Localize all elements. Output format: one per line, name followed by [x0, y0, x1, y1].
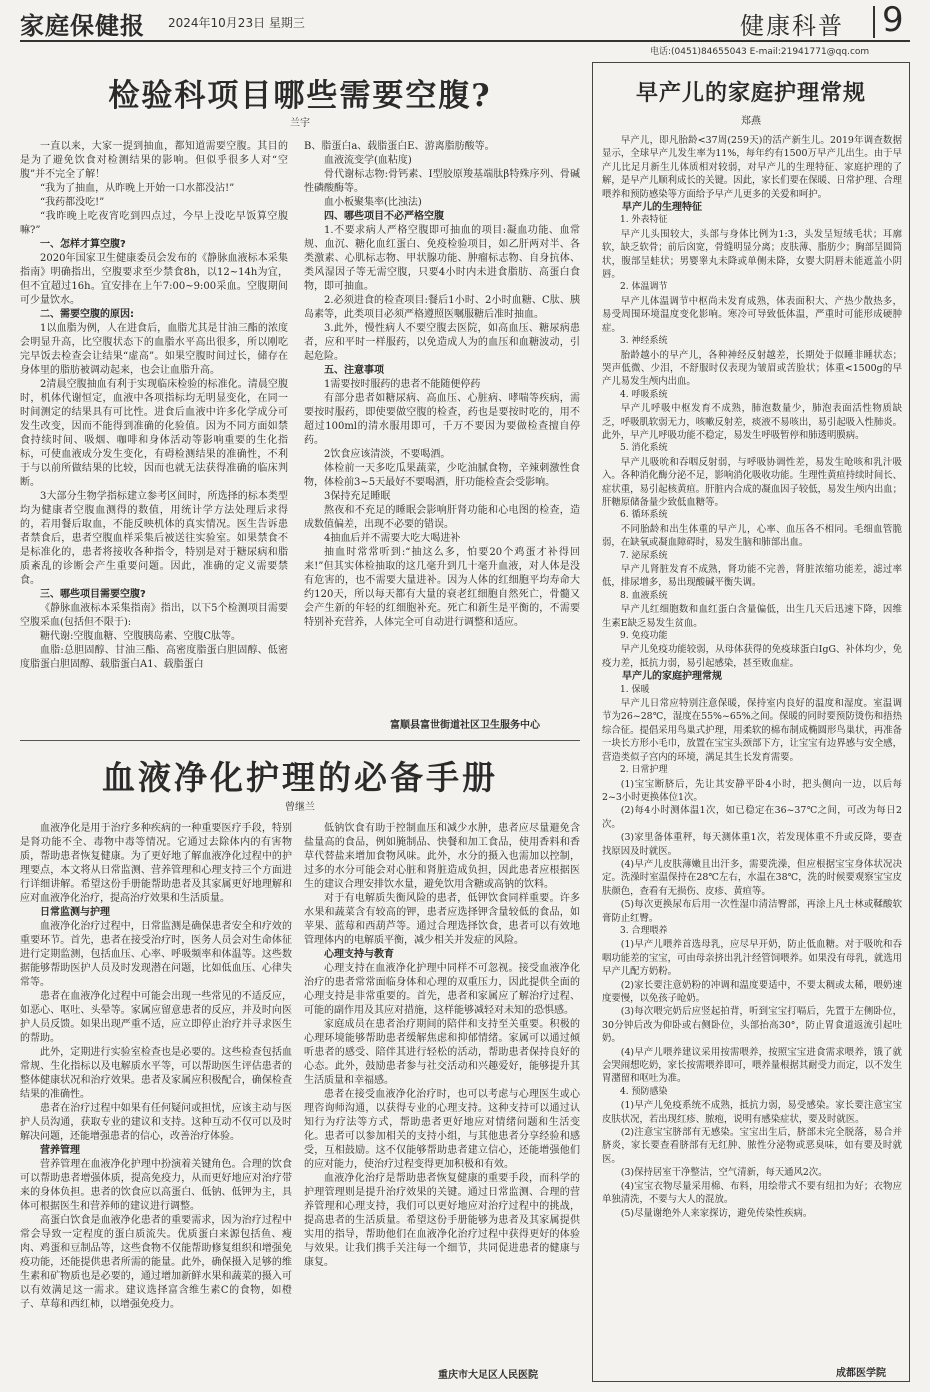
- paragraph: “我为了抽血，从昨晚上开始一口水都没沾!”: [40, 183, 235, 194]
- section-heading: 早产儿的生理特征: [622, 202, 702, 214]
- paragraph: “我药都没吃!”: [40, 197, 105, 208]
- paragraph: 高蛋白饮食是血液净化患者的重要需求，因为治疗过程中常会导致一定程度的蛋白质流失。优质蛋白来源包括鱼、瘦肉、鸡蛋和豆制品等，这些食物不仅能帮助修复组织和增强免疫功能，还能提供患者所需的能量。此外，确保摄入足够的维生素和矿物质也是必要的，通过增加新鲜水果和蔬菜的摄入可以有效满足这一需求。建议选择富含维生素C的食物，如橙子、草莓和西红柿，以增强免疫力。: [20, 1215, 292, 1310]
- paragraph: B、脂蛋白a、载脂蛋白E、游离脂肪酸等。: [304, 141, 495, 152]
- paragraph: 心理支持在血液净化护理中同样不可忽视。接受血液净化治疗的患者常常面临身体和心理的双重压力，因此提供全面的心理支持是非常重要的。首先，患者和家属应了解治疗过程、可能的副作用及其应对措施，这样能够减轻对未知的恐惧感。: [304, 963, 580, 1016]
- paragraph: 3保持充足睡眠: [324, 491, 391, 502]
- paragraph: 早产儿体温调节中枢尚未发育成熟，体表面积大、产热少散热多，易受周围环境温度变化影响。寒冷可导致低体温，严重时可能形成硬肿症。: [602, 295, 902, 334]
- paragraph: 《静脉血液标本采集指南》指出，以下5个检测项目需要空腹采血(包括但不限于):: [20, 603, 288, 628]
- article2-column-2: [304, 822, 580, 1362]
- paragraph: 3大部分生物学指标建立参考区间时，所选择的标本类型均为健康者空腹血测得的数值，用统计学方法处理后求得的，若用餐后取血，不能反映机体的真实情况。医生告诉患者禁食后，患者空腹血样采集后被送往实验室。如果禁食不是标准化的，患者将接收各种指令，特别是对于糖尿病和脂质紊乱的诊断会产生重要问题。因此，准确的定义需要禁食。: [20, 491, 288, 586]
- sub-heading: 2. 体温调节: [620, 282, 668, 293]
- paragraph: 血液净化是用于治疗多种疾病的一种重要医疗手段，特别是肾功能不全、毒物中毒等情况。它通过去除体内的有害物质，帮助患者恢复健康。为了更好地了解血液净化过程中的护理要点，本文将从日常监测、营养管理和心理支持三个方面进行详细讲解。希望这份手册能帮助患者及其家属更好地理解和应对血液净化治疗，提高治疗效果和生活质量。: [20, 823, 292, 904]
- article2-author: 曾继兰: [285, 802, 315, 813]
- paragraph: 血小板聚集率(比浊法): [324, 197, 422, 208]
- sub-heading: 4. 呼吸系统: [620, 389, 668, 400]
- paragraph: 不同胎龄和出生体重的早产儿，心率、血压各不相同。毛细血管脆弱，在缺氧或凝血障碍时，易发生脑和肺部出血。: [602, 523, 902, 549]
- paragraph: (1)早产儿喂养首选母乳，应尽早开奶，防止低血糖。对于吸吮和吞咽功能差的宝宝，可由母亲挤出乳汁经管饲喂养。如果没有母乳，就选用早产儿配方奶粉。: [602, 939, 903, 978]
- header-divider: [873, 6, 875, 38]
- article3-body: [602, 134, 902, 1362]
- paragraph: (2)每4小时测体温1次，如已稳定在36~37℃之间，可改为每日2次。: [602, 805, 902, 830]
- paragraph: 患者在接受血液净化治疗时，也可以考虑与心理医生或心理咨询师沟通，以获得专业的心理支持。这种支持可以通过认知行为疗法等方式，帮助患者更好地应对情绪问题和生活变化。患者可以参加相关的支持小组，与其他患者分享经验和感受，互相鼓励。这不仅能够帮助患者建立信心，还能增强他们的应对能力，使治疗过程变得更加积极和有效。: [304, 1089, 580, 1170]
- article-separator: [20, 740, 580, 741]
- paragraph: 熬夜和不充足的睡眠会影响肝肾功能和心电图的检查，造成数值偏差，出现不必要的错误。: [304, 505, 580, 530]
- paragraph: 血液流变学(血粘度): [324, 155, 412, 166]
- paragraph: (4)宝宝衣物尽量采用棉、布料，用绘带式不要有纽扣为好；衣物应单独清洗，不要与大人的混放。: [602, 1180, 902, 1206]
- paragraph: 营养管理在血液净化护理中扮演着关键角色。合理的饮食可以帮助患者增强体质，提高免疫力，从而更好地应对治疗带来的身体负担。患者的饮食应以高蛋白、低钠、低钾为主，具体可根据医生和营养师的建议进行调整。: [20, 1159, 292, 1212]
- article1-title: 检验科项目哪些需要空腹?: [108, 78, 492, 114]
- paragraph: (2)注意宝宝脐部有无感染。宝宝出生后，脐部未完全脱落，易合并脐炎，家长要查看脐部有无红肿、脓性分泌物或恶臭味，如有要及时就医。: [602, 1127, 902, 1165]
- paragraph: 早产儿吸吮和吞咽反射弱，与呼吸协调性差，易发生呛咳和乳汁吸入。各种消化酶分泌不足，影响消化吸收功能。生理性黄疸持续时间长、症状重，易引起核黄疸。肝脏内合成的凝血因子较低，易发生颅内出血；肝糖原储备量少致低血糖等。: [602, 456, 903, 508]
- article3-title: 早产儿的家庭护理常规: [635, 80, 866, 106]
- paragraph: 1以血脂为例，人在进食后，血脂尤其是甘油三酯的浓度会明显升高，比空腹状态下的血脂水平高出很多，所以刚吃完早饭去检查会让结果“虚高”。如果空腹时间过长，储存在身体里的脂肪被调动起来，也会让血脂升高。: [20, 323, 288, 376]
- section-heading: 五、注意事项: [324, 365, 384, 376]
- paragraph: (3)保持居室干净整洁，空气清新，每天通风2次。: [620, 1167, 828, 1179]
- sub-heading: 3. 神经系统: [620, 336, 668, 347]
- paragraph: 一直以来，大家一提到抽血，都知道需要空腹。其目的是为了避免饮食对检测结果的影响。但似乎很多人对“空腹”并不完全了解！: [20, 141, 288, 180]
- paragraph: 早产儿免疫功能较弱，从母体获得的免疫球蛋白IgG、补体均少，免疫力差，抵抗力弱，易引起感染，甚至败血症。: [602, 644, 902, 669]
- paragraph: (2)家长要注意奶粉的冲调和温度要适中，不要太稠或太稀，喂奶速度要慢，以免孩子呛奶。: [602, 979, 902, 1004]
- section-heading: 早产儿的家庭护理常规: [622, 671, 722, 683]
- paragraph: (4)早产儿喂养建议采用按需喂养，按照宝宝进食需求喂养，饿了就会哭闹想吃奶，家长按需喂养即可，喂养量根据其耐受力而定，以不发生胃潴留和呕吐为准。: [602, 1046, 903, 1085]
- paragraph: 此外，定期进行实验室检查也是必要的。这些检查包括血常规、生化指标以及电解质水平等，可以帮助医生评估患者的整体健康状况和治疗效果。患者及家属应积极配合，确保检查结果的准确性。: [20, 1047, 292, 1100]
- paragraph: (4)早产儿皮肤薄嫩且出汗多，需要洗澡，但应根据宝宝身体状况决定。洗澡时室温保持在28℃左右，水温在38℃，洗的时候要观察宝宝皮肤颜色，查看有无损伤、皮疹、黄疸等。: [602, 858, 902, 897]
- paragraph: 2020年国家卫生健康委员会发布的《静脉血液标本采集指南》明确指出，空腹要求至少禁食8h，以12~14h为宜，但不宜超过16h。宜安排在上午7:00~9:00采血。空腹期间可少量饮水。: [20, 253, 288, 306]
- paragraph: 早产儿头围较大，头部与身体比例为1:3，头发呈短绒毛状；耳廓软，缺乏软骨；前后囟宽，骨缝明显分离；皮肤薄、脂肪少；胸部呈圆筒状，腹部呈蛙状；男婴睾丸未降或单侧未降，女婴大阴唇未能遮盖小阴唇。: [602, 228, 903, 281]
- header-rule: [20, 40, 910, 42]
- paragraph: 骨代谢标志物:骨钙素、I型胶原羧基端肽β特殊序列、骨碱性磷酸酶等。: [304, 169, 580, 194]
- section-heading: 一、怎样才算空腹?: [40, 239, 126, 250]
- page-number: 9: [882, 0, 904, 40]
- sub-heading: 1. 保暖: [620, 684, 650, 695]
- sub-heading: 4. 预防感染: [620, 1086, 668, 1097]
- article2-title: 血液净化护理的必备手册: [102, 758, 498, 797]
- article1-column-2: [304, 140, 580, 700]
- article1-column-1: [20, 140, 288, 738]
- paragraph: 患者在血液净化过程中可能会出现一些常见的不适反应，如恶心、呕吐、头晕等。家属应留意患者的反应，并及时向医护人员反馈。如果出现严重不适，应立即停止治疗并寻求医生的帮助。: [20, 991, 292, 1044]
- paragraph: 胎龄越小的早产儿，各种神经反射越差，长期处于似睡非睡状态；哭声低微、少泪，不舒服时仅表现为皱眉或苦脸状；体重<1500g的早产儿易发生颅内出血。: [602, 349, 902, 388]
- paragraph: 2清晨空腹抽血有利于实现临床检验的标准化。清晨空腹时，机体代谢恒定，血液中各项指标均无明显变化，在同一时间测定的结果具有可比性。进食后血液中许多化学成分可发生改变，因而不能得到准确的化验值。因为不同方面如禁食持续时间、吸烟、咖啡和身体活动等影响重要的生化指标，可使血液成分发生变化，有碍检测结果的准确性，不利于与以前所做结果的比较，因而也就无法获得准确的临床判断。: [20, 379, 288, 488]
- paragraph: (5)每次更换尿布后用一次性湿巾清洁臀部，再涂上凡士林或鞣酸软膏防止红臀。: [602, 899, 902, 924]
- paragraph: “我昨晚上吃夜宵吃到四点过，今早上没吃早饭算空腹嘛?”: [20, 211, 288, 236]
- section-heading: 四、哪些项目不必严格空腹: [324, 211, 444, 222]
- paragraph: 2饮食应该清淡，不要喝酒。: [324, 449, 451, 460]
- paragraph: 患者在治疗过程中如果有任何疑问或担忧，应该主动与医护人员沟通，获取专业的建议和支持。这种互动不仅可以及时解决问题，还能增强患者的信心，改善治疗体验。: [20, 1103, 292, 1142]
- paragraph: (5)尽量谢绝外人来家探访，避免传染性疾病。: [620, 1207, 813, 1219]
- paragraph: 低钠饮食有助于控制血压和减少水肿，患者应尽量避免含盐量高的食品，例如腌制品、快餐和加工食品，使用香料和香草代替盐来增加食物风味。此外，水分的摄入也需加以控制，过多的水分可能会对心脏和肾脏造成负担，因此患者应根据医生的建议合理安排饮水量，避免饮用含糖或高钠的饮料。: [304, 823, 580, 890]
- section-heading: 心理支持与教育: [324, 949, 394, 960]
- paragraph: 早产儿呼吸中枢发育不成熟，肺泡数量少，肺泡表面活性物质缺乏，呼吸肌软弱无力，咳嗽反射差，痰液不易咳出，易引起吸入性肺炎。此外，早产儿呼吸功能不稳定，易发生呼吸暂停和肺透明膜病。: [602, 403, 903, 441]
- contact-info: 电话:(0451)84655043 E-mail:21941771@qq.com: [650, 47, 870, 57]
- paragraph: 体检前一天多吃瓜果蔬菜，少吃油腻食物，辛辣刺激性食物，体检前3~5天最好不要喝酒，肝功能检查会受影响。: [304, 463, 580, 488]
- paragraph: (3)家里备体重秤，每天测体重1次，若发现体重不升或反降，要查找原因及时就医。: [602, 832, 902, 857]
- paragraph: (3)每次喂完奶后应竖起拍背，听到宝宝打嗝后，先置于左侧卧位，30分钟后改为仰卧或右侧卧位，头部抬高30°，防止胃食道返流引起吐奶。: [602, 1006, 902, 1045]
- paragraph: 早产儿肾脏发育不成熟，肾功能不完善，肾脏浓缩功能差，滤过率低，排尿增多，易出现酸碱平衡失调。: [602, 564, 902, 589]
- paragraph: 有部分患者如糖尿病、高血压、心脏病、哮喘等疾病，需要按时服药，即使要做空腹的检查，药也是要按时吃的，用不超过100ml的清水服用即可，千万不要因为要做检查擅自停药。: [304, 393, 580, 446]
- paragraph: 1需要按时服药的患者不能随便停药: [324, 379, 481, 390]
- paragraph: 4抽血后并不需要大吃大喝进补: [324, 533, 461, 544]
- page-header: [0, 0, 930, 44]
- section-heading: 营养管理: [40, 1145, 80, 1156]
- sub-heading: 5. 消化系统: [620, 443, 668, 454]
- paragraph: (1)早产儿免疫系统不成熟，抵抗力弱，易受感染。家长要注意宝宝皮肤状况，若出现红疹、脓疱，说明有感染症状，要及时就医。: [602, 1100, 902, 1125]
- paragraph: 血液净化治疗是帮助患者恢复健康的重要手段，而科学的护理管理则是提升治疗效果的关键。通过日常监测、合理的营养管理和心理支持，我们可以更好地应对治疗过程中的挑战，提高患者的生活质量。希望这份手册能够为患者及其家属提供实用的指导，帮助他们在血液净化治疗过程中获得更好的体验与效果。让我们携手关注每一个细节，共同促进患者的健康与康复。: [304, 1173, 580, 1268]
- sub-heading: 3. 合理喂养: [620, 925, 668, 936]
- section-heading: 日常监测与护理: [40, 907, 110, 918]
- paragraph: 血液净化治疗过程中，日常监测是确保患者安全和疗效的重要环节。首先，患者在接受治疗时，医务人员会对生命体征进行定期监测，包括血压、心率、呼吸频率和体温等。这些数据能够帮助医护人员及时发现潜在问题，比如低血压、心律失常等。: [20, 921, 292, 988]
- sub-heading: 8. 血液系统: [620, 590, 668, 601]
- paragraph: 家庭成员在患者治疗期间的陪伴和支持至关重要。积极的心理环境能够帮助患者缓解焦虑和抑郁情绪。家属可以通过倾听患者的感受、陪伴其进行轻松的活动，帮助患者保持良好的心态。此外，鼓励患者参与社交活动和兴趣爱好，能够提升其生活质量和幸福感。: [304, 1019, 580, 1086]
- section-heading: 二、需要空腹的原因:: [40, 309, 134, 320]
- paragraph: 早产儿红细胞数和血红蛋白含量偏低，出生几天后迅速下降，因维生素E缺乏易发生贫血。: [602, 604, 902, 629]
- issue-date: 2024年10月23日 星期三: [168, 16, 305, 30]
- section-heading: 三、哪些项目需要空腹?: [40, 589, 146, 600]
- paragraph: 早产儿，即凡胎龄<37周(259天)的活产新生儿。2019年调查数据显示，全球早产儿发生率为11%，每年约有1500万早产儿出生。由于早产儿比足月新生儿体质相对较弱，对早产儿的生理特征、家庭护理的了解，是早产儿顺利成长的关键。因此，家长们要在保暖、日常护理、合理喂养和预防感染等方面给予早产儿更多的关爱和呵护。: [602, 135, 903, 200]
- article3-author: 郑燕: [741, 116, 761, 127]
- paragraph: 早产儿日常应特别注意保暖，保持室内良好的温度和湿度。室温调节为26~28℃，湿度在55%~65%之间。保暖的同时要预防烫伤和捂热综合征。提倡采用鸟巢式护理，用柔软的棉布制成椭圆形鸟巢状，再准备一块长方形小毛巾，放置在宝宝头颈部下方，让宝宝有边界感与安全感，营造类似子宫内的环境，满足其生长发育需要。: [602, 698, 903, 763]
- sub-heading: 6. 循环系统: [620, 510, 668, 521]
- article1-source: 富顺县富世街道社区卫生服务中心: [390, 720, 540, 731]
- paragraph: 抽血时常常听到:“抽这么多，怕要20个鸡蛋才补得回来!”但其实体检抽取的这几毫升到几十毫升血液，对人体是没有危害的，也不需要大量进补。因为人体的红细胞平均寿命大约120天，所以每天都有大量的衰老红细胞自然死亡，骨髓又会产生新的年轻的红细胞补充。死亡和新生是平衡的，不需要特别补充营养，人体完全可自动进行调整和适应。: [304, 547, 580, 628]
- section-name: 健康科普: [740, 12, 844, 40]
- article2-source: 重庆市大足区人民医院: [438, 1370, 538, 1381]
- article2-column-1: [20, 822, 292, 1388]
- sub-heading: 7. 泌尿系统: [620, 550, 668, 561]
- paragraph: 糖代谢:空腹血糖、空腹胰岛素、空腹C肽等。: [40, 631, 242, 642]
- sub-heading: 1. 外表特征: [620, 215, 668, 226]
- paragraph: (1)宝宝断脐后，先让其安静平卧4小时，把头侧向一边，以后每2~3小时更换体位1次。: [602, 778, 902, 803]
- paragraph: 3.此外，慢性病人不要空腹去医院，如高血压、糖尿病患者，应和平时一样服药，以免造成人为的血压和血糖波动，引起危险。: [304, 323, 580, 362]
- paragraph: 对于有电解质失衡风险的患者，低钾饮食同样重要。许多水果和蔬菜含有较高的钾，患者应选择钾含量较低的食品，如苹果、蓝莓和西葫芦等。通过合理选择饮食，患者可以有效地管理体内的电解质平衡，减少相关并发症的风险。: [304, 893, 580, 946]
- article3-source: 成都医学院: [836, 1368, 886, 1379]
- sub-heading: 2. 日常护理: [620, 765, 668, 776]
- sub-heading: 9. 免疫功能: [620, 631, 668, 642]
- article1-author: 兰宇: [290, 118, 310, 129]
- paragraph: 2.必须进食的检查项目:餐后1小时、2小时血糖、C肽、胰岛素等，此类项目必须严格遵照医嘱服糖后准时抽血。: [304, 295, 580, 320]
- newspaper-name: 家庭保健报: [20, 12, 145, 40]
- paragraph: 1.不要求病人严格空腹即可抽血的项目:凝血功能、血常规、血沉、糖化血红蛋白、免疫检验项目，如乙肝两对半、各类激素、心肌标志物、甲状腺功能、肿瘤标志物、自身抗体、类风湿因子等无需空腹，只要4小时内未进食脂肪、高蛋白食物，即可抽血。: [304, 225, 580, 292]
- paragraph: 血脂:总胆固醇、甘油三酯、高密度脂蛋白胆固醇、低密度脂蛋白胆固醇、载脂蛋白A1、载脂蛋白: [20, 645, 288, 670]
